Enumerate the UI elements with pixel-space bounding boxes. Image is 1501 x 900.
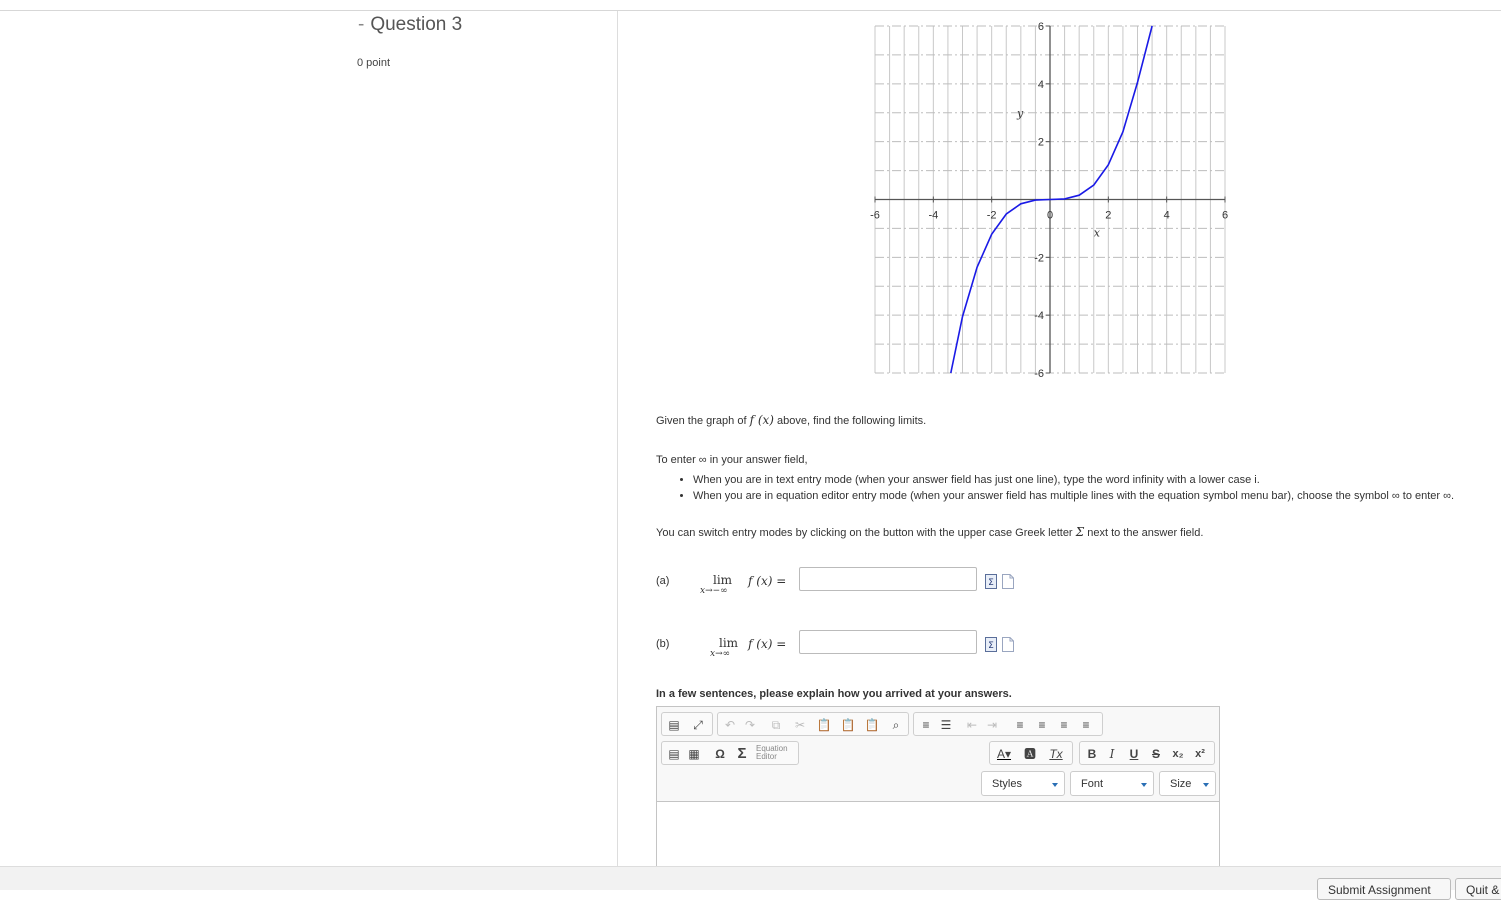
instruction-item: • When you are in text entry mode (when your answer field has just one line), type the word infinity with a lower case i. (693, 472, 1463, 488)
equation-editor-line1: Equation (756, 744, 788, 753)
subscript-button[interactable]: x₂ (1172, 748, 1184, 760)
x-tick-label: -6 (870, 209, 880, 222)
part-b-limit (708, 636, 798, 664)
footer-bar (0, 866, 1501, 897)
y-axis-label: y (1017, 106, 1024, 120)
lim-fx: f (x) = (748, 637, 787, 651)
styles-dropdown[interactable] (981, 771, 1065, 796)
svg-text:Σ: Σ (988, 641, 994, 651)
y-tick-label: 4 (1037, 78, 1044, 91)
underline-button[interactable]: U (1129, 747, 1139, 761)
outdent-icon[interactable]: ⇤ (966, 718, 978, 732)
part-a-limit (700, 573, 795, 601)
y-tick-label: -6 (1034, 368, 1044, 380)
font-dropdown-label: Font (1081, 778, 1104, 790)
bulleted-list-icon[interactable]: ☰ (940, 718, 952, 732)
source-icon[interactable]: ▤ (668, 718, 680, 732)
answer-input-a[interactable] (799, 567, 977, 591)
given-post: above, find the following limits. (777, 415, 927, 427)
answer-input-b[interactable] (799, 630, 977, 654)
maximize-icon[interactable]: ⤢ (693, 718, 703, 732)
equation-editor-icon[interactable] (985, 637, 997, 652)
y-tick-label: 6 (1037, 21, 1044, 33)
collapse-toggle[interactable]: - (358, 14, 365, 35)
toolbar-group-view (661, 712, 713, 736)
instruction-item: • When you are in equation editor entry mode (when your answer field has multiple lines with the equation symbol menu bar), choose the symbol ∞ to enter ∞. (693, 488, 1463, 504)
switch-post: next to the answer field. (1087, 527, 1204, 539)
toolbar-group-basic (1079, 741, 1215, 765)
toolbar-group-colors (989, 741, 1073, 765)
horizontal-rule-icon[interactable]: ▤ (668, 747, 680, 761)
chevron-down-icon (1141, 783, 1147, 787)
equation-editor-button[interactable] (756, 745, 788, 761)
bg-color-icon[interactable]: 🅰 (1023, 747, 1036, 761)
align-right-icon[interactable]: ≡ (1060, 718, 1068, 732)
part-a-label: (a) (656, 575, 670, 587)
svg-text:Σ: Σ (988, 578, 994, 588)
y-tick-label: 2 (1037, 136, 1044, 149)
text-color-icon[interactable]: A▾ (996, 747, 1012, 761)
cut-icon[interactable]: ✂ (794, 718, 806, 732)
remove-format-icon[interactable]: Tx (1049, 747, 1063, 761)
x-tick-label: -4 (928, 209, 939, 222)
paste-text-icon[interactable]: 📋 (840, 718, 856, 732)
given-text (656, 413, 926, 427)
x-tick-label: 6 (1221, 209, 1229, 222)
chevron-down-icon (1052, 783, 1058, 787)
toolbar-group-edit (717, 712, 909, 736)
quit-button[interactable]: Quit & (1455, 878, 1501, 900)
paste-word-icon[interactable]: 📋 (864, 718, 880, 732)
given-fx: f (x) (749, 413, 774, 427)
align-left-icon[interactable]: ≡ (1016, 718, 1024, 732)
document-icon[interactable] (1002, 574, 1014, 589)
bold-button[interactable]: B (1087, 747, 1097, 761)
strike-button[interactable]: S (1151, 747, 1160, 761)
enter-intro: To enter ∞ in your answer field, (656, 454, 808, 466)
toolbar-group-insert (661, 741, 799, 765)
switch-sigma: Σ (1075, 525, 1085, 539)
x-tick-label: 2 (1105, 209, 1112, 222)
font-dropdown[interactable] (1070, 771, 1154, 796)
indent-icon[interactable]: ⇥ (986, 718, 998, 732)
equation-editor-line2: Editor (756, 752, 777, 761)
special-char-button[interactable]: Ω (715, 747, 725, 761)
x-tick-label: 0 (1046, 209, 1054, 222)
find-icon[interactable]: ⌕ (892, 718, 900, 732)
switch-text (656, 525, 1203, 539)
submit-assignment-button[interactable]: Submit Assignment (1317, 878, 1451, 900)
align-justify-icon[interactable]: ≡ (1082, 718, 1090, 732)
function-graph (860, 16, 1240, 386)
document-icon[interactable] (1002, 637, 1014, 652)
styles-dropdown-label: Styles (992, 778, 1022, 790)
size-dropdown-label: Size (1170, 778, 1192, 790)
superscript-button[interactable]: x² (1195, 748, 1205, 760)
size-dropdown[interactable] (1159, 771, 1216, 796)
question-title-text: Question 3 (370, 14, 463, 35)
question-points: 0 point (357, 57, 391, 69)
equation-sigma-button[interactable]: Σ (737, 745, 747, 762)
y-tick-label: -4 (1034, 310, 1044, 323)
italic-button[interactable]: I (1109, 747, 1115, 761)
toolbar-group-paragraph (913, 712, 1103, 736)
given-pre: Given the graph of (656, 415, 747, 427)
lim-sub: x→−∞ (700, 586, 728, 596)
part-b-label: (b) (656, 638, 670, 650)
redo-icon[interactable]: ↷ (744, 718, 756, 732)
lim-word: lim (719, 636, 739, 650)
undo-icon[interactable]: ↶ (724, 718, 736, 732)
chevron-down-icon (1203, 783, 1209, 787)
x-axis-label: x (1093, 226, 1100, 240)
switch-pre: You can switch entry modes by clicking on the button with the upper case Greek letter (656, 527, 1073, 539)
explain-label: In a few sentences, please explain how you arrived at your answers. (656, 688, 1012, 700)
numbered-list-icon[interactable]: ≡ (922, 718, 930, 732)
equation-editor-icon[interactable] (985, 574, 997, 589)
question-title[interactable] (358, 14, 462, 36)
x-tick-label: -2 (986, 209, 997, 222)
question-sidebar (0, 11, 618, 866)
table-icon[interactable]: ▦ (688, 747, 700, 761)
lim-fx: f (x) = (748, 574, 787, 588)
paste-icon[interactable]: 📋 (816, 718, 832, 732)
align-center-icon[interactable]: ≡ (1038, 718, 1046, 732)
lim-sub: x→∞ (710, 649, 731, 659)
rich-text-editor (656, 706, 1220, 876)
instructions-list (676, 472, 1463, 504)
lim-word: lim (713, 573, 733, 587)
copy-icon[interactable]: ⧉ (771, 718, 781, 732)
x-tick-label: 4 (1163, 209, 1170, 222)
y-tick-label: -2 (1034, 252, 1044, 265)
